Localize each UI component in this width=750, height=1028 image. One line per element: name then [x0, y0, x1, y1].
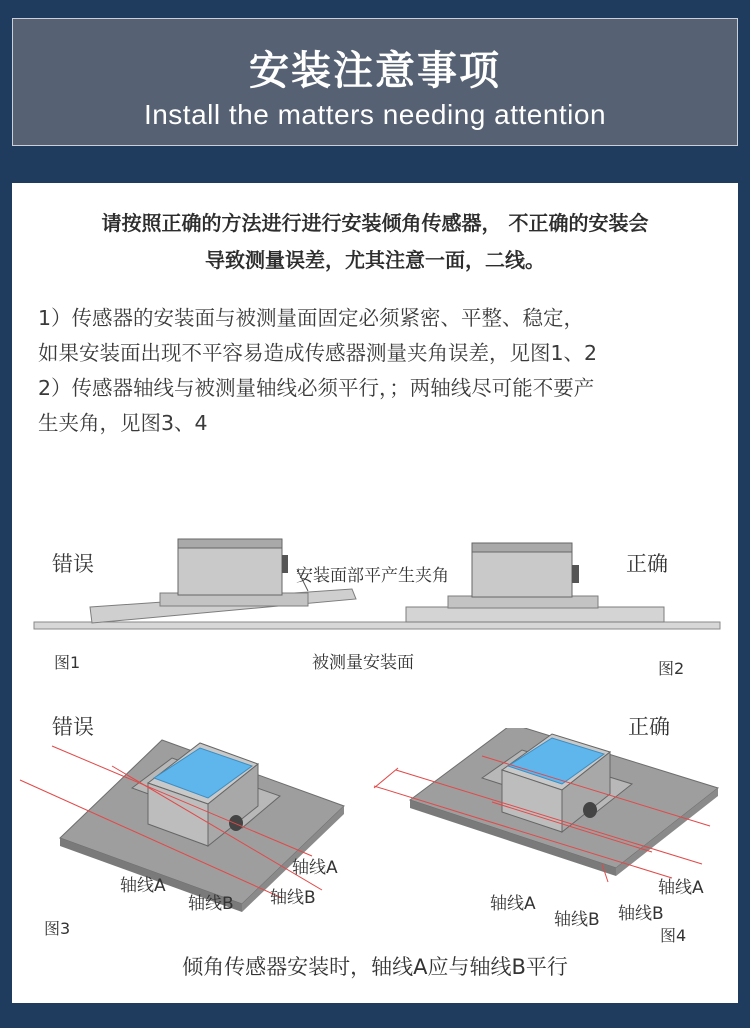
- fig4-label: 图4: [660, 926, 687, 945]
- angle-note-label: 安装面部平产生夹角: [296, 566, 449, 586]
- fig2-label: 图2: [658, 659, 685, 678]
- fig-top-right-label: 正确: [626, 552, 668, 576]
- fig3-axis-b-mid: 轴线B: [188, 894, 234, 914]
- header-banner: [12, 18, 738, 146]
- point-2-line-2: 生夹角，见图3、4: [38, 411, 208, 435]
- point-1: [38, 301, 728, 371]
- point-1-line-2: 如果安装面出现不平容易造成传感器测量夹角误差，见图1、2: [38, 341, 598, 365]
- fig-bottom-right-label: 正确: [628, 715, 670, 739]
- fig3-axis-a-left: 轴线A: [120, 876, 166, 896]
- point-2: [38, 371, 728, 441]
- fig-top-wrong-label: 错误: [52, 552, 94, 576]
- content-panel: [12, 183, 738, 1003]
- bottom-caption: 倾角传感器安装时，轴线A应与轴线B平行: [182, 955, 568, 979]
- fig4-axis-a-right: 轴线A: [658, 878, 704, 898]
- fig4-axis-b-mid: 轴线B: [554, 910, 600, 930]
- surface-label: 被测量安装面: [312, 653, 414, 673]
- fig-bottom-wrong-label: 错误: [52, 715, 94, 739]
- intro-line-1: 请按照正确的方法进行进行安装倾角传感器， 不正确的安装会: [101, 211, 649, 235]
- fig3-axis-b-right: 轴线B: [270, 888, 316, 908]
- fig4-axis-b-right: 轴线B: [618, 904, 664, 924]
- point-1-line-1: 1）传感器的安装面与被测量面固定必须紧密、平整、稳定，: [38, 306, 585, 330]
- point-2-line-1: 2）传感器轴线与被测量轴线必须平行，；两轴线尽可能不要产: [38, 376, 595, 400]
- fig3-axis-a-right: 轴线A: [292, 858, 338, 878]
- intro-text: [12, 205, 738, 279]
- page-title: 安装注意事项: [249, 48, 501, 94]
- intro-line-2: 导致测量误差，尤其注意一面，二线。: [205, 248, 545, 272]
- fig4-axis-a-left: 轴线A: [490, 894, 536, 914]
- fig1-label: 图1: [54, 653, 81, 672]
- page-subtitle: Install the matters needing attention: [143, 99, 607, 130]
- fig3-label: 图3: [44, 919, 71, 938]
